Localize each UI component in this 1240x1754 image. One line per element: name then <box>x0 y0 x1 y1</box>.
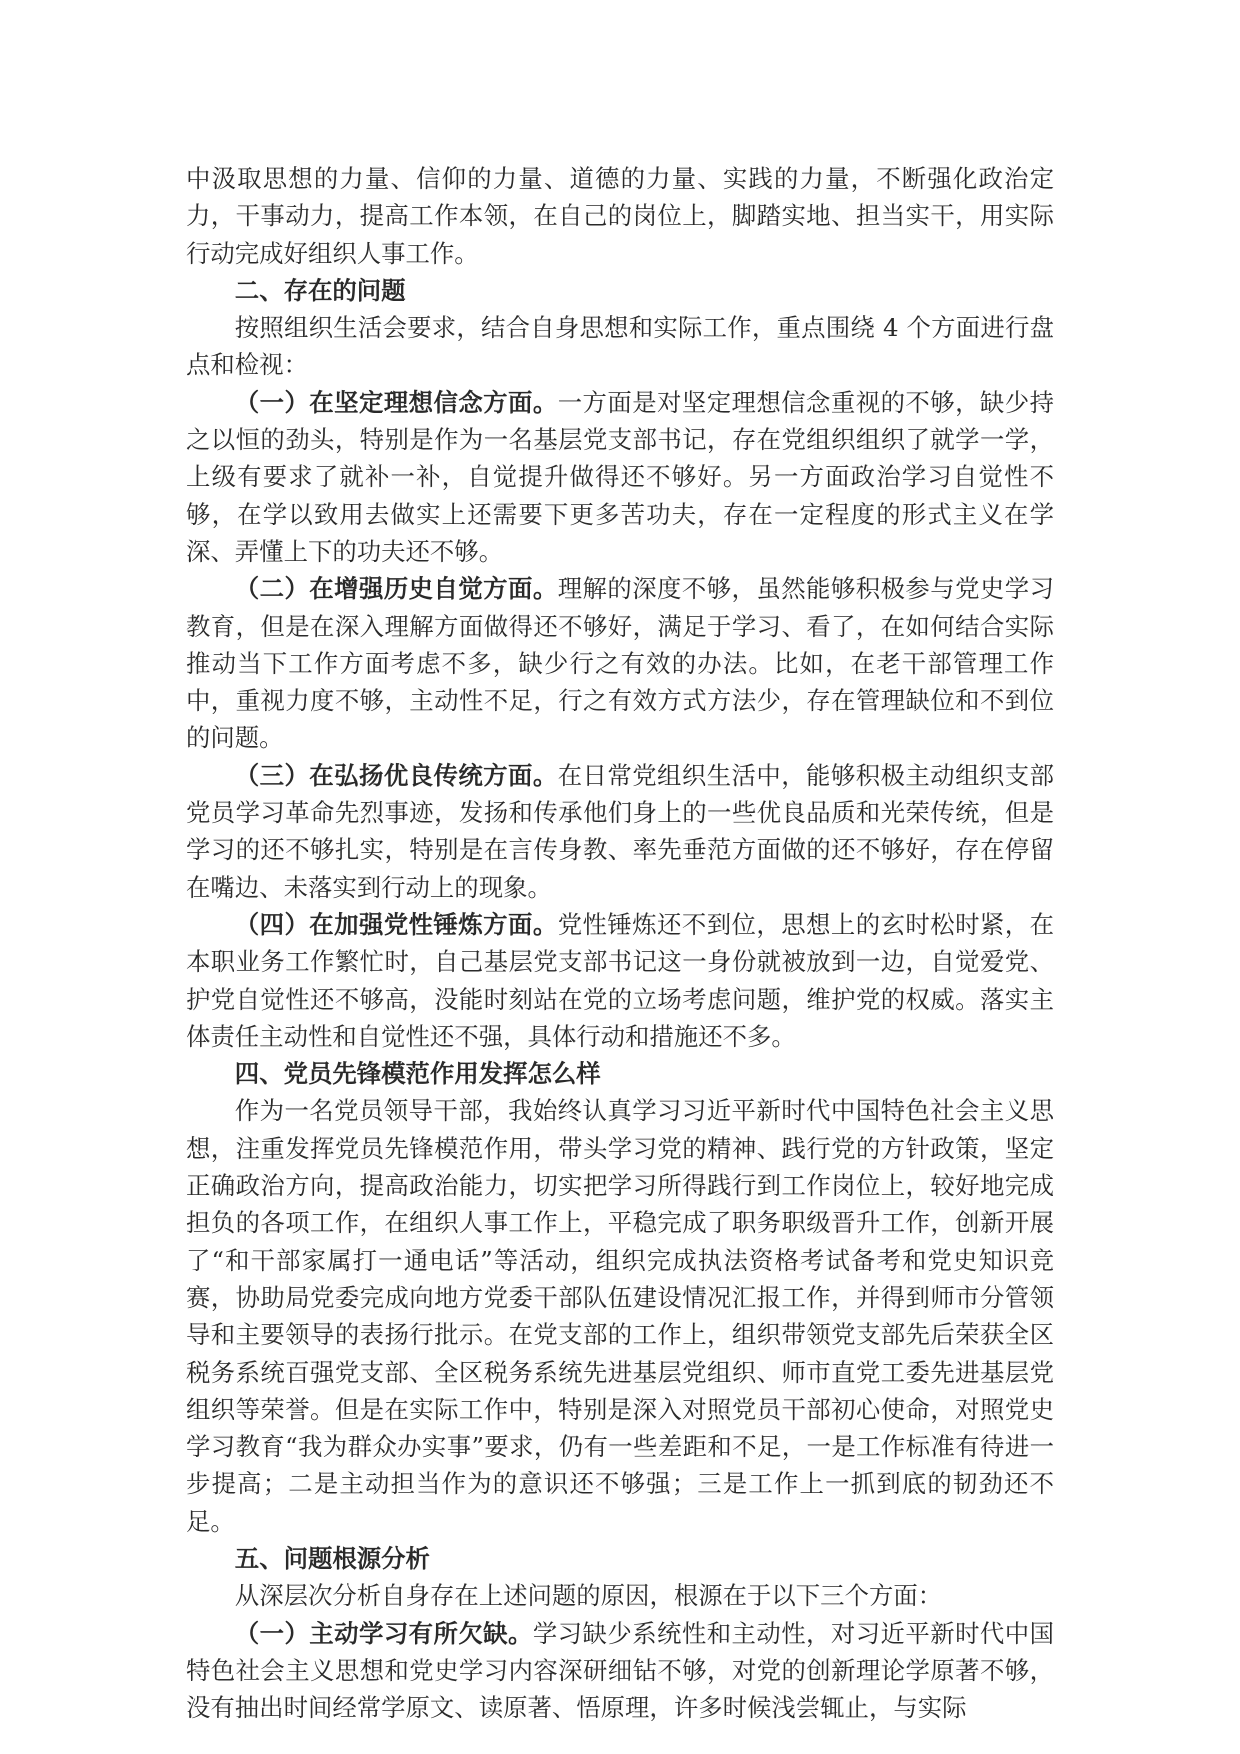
continuation-paragraph: 中汲取思想的力量、信仰的力量、道德的力量、实践的力量，不断强化政治定力，干事动力，提高工作本领，在自己的岗位上，脚踏实地、担当实干，用实际行动完成好组织人事工作。 <box>186 164 1054 268</box>
section-2-item-3 <box>186 757 1054 906</box>
item-body: 党性锤炼还不到位，思想上的玄时松时紧，在本职业务工作繁忙时，自己基层党支部书记这一身份就被放到一边，自觉爱党、护党自觉性还不够高，没能时刻站在党的立场考虑问题，维护党的权威。落实主体责任主动性和自觉性还不强，具体行动和措施还不多。 <box>186 909 1054 1051</box>
item-lead: （三）在弘扬优良传统方面。 <box>234 760 558 790</box>
section-2-heading: 二、存在的问题 <box>234 275 406 305</box>
item-body: 一方面是对坚定理想信念重视的不够，缺少持之以恒的劲头，特别是作为一名基层党支部书记，存在党组织组织了就学一学，上级有要求了就补一补，自觉提升做得还不够好。另一方面政治学习自觉性不够，在学以致用去做实上还需要下更多苦功夫，存在一定程度的形式主义在学深、弄懂上下的功夫还不够。 <box>186 387 1054 566</box>
item-lead: （二）在增强历史自觉方面。 <box>234 574 558 604</box>
section-4-heading: 四、党员先锋模范作用发挥怎么样 <box>234 1059 601 1089</box>
section-2-item-4 <box>186 906 1054 1055</box>
section-5-item-1 <box>186 1615 1054 1727</box>
section-5-intro: 从深层次分析自身存在上述问题的原因，根源在于以下三个方面： <box>234 1581 943 1611</box>
item-lead: （一）主动学习有所欠缺。 <box>234 1618 533 1648</box>
section-2-item-2 <box>186 570 1054 756</box>
item-body: 理解的深度不够，虽然能够积极参与党史学习教育，但是在深入理解方面做得还不够好，满足于学习、看了，在如何结合实际推动当下工作方面考虑不多，缺少行之有效的办法。比如，在老干部管理工作中，重视力度不够，主动性不足，行之有效方式方法少，存在管理缺位和不到位的问题。 <box>186 574 1054 753</box>
section-5-heading: 五、问题根源分析 <box>234 1543 430 1573</box>
section-2-item-1 <box>186 384 1054 570</box>
item-lead: （一）在坚定理想信念方面。 <box>234 387 558 417</box>
section-4-body: 作为一名党员领导干部，我始终认真学习习近平新时代中国特色社会主义思想，注重发挥党员先锋模范作用，带头学习党的精神、践行党的方针政策，坚定正确政治方向，提高政治能力，切实把学习所得践行到工作岗位上，较好地完成担负的各项工作，在组织人事工作上，平稳完成了职务职级晋升工作，创新开展了“和干部家属打一通电话”等活动，组织完成执法资格考试备考和党史知识竞赛，协助局党委完成向地方党委干部队伍建设情况汇报工作，并得到师市分管领导和主要领导的表扬行批示。在党支部的工作上，组织带领党支部先后荣获全区税务系统百强党支部、全区税务系统先进基层党组织、师市直党工委先进基层党组织等荣誉。但是在实际工作中，特别是深入对照党员干部初心使命，对照党史学习教育“我为群众办实事”要求，仍有一些差距和不足，一是工作标准有待进一步提高；二是主动担当作为的意识还不够强；三是工作上一抓到底的韧劲还不足。 <box>186 1096 1054 1536</box>
section-2-intro: 按照组织生活会要求，结合自身思想和实际工作，重点围绕 4 个方面进行盘点和检视： <box>186 313 1054 380</box>
item-body: 学习缺少系统性和主动性，对习近平新时代中国特色社会主义思想和党史学习内容深研细钻不够，对党的创新理论学原著不够，没有抽出时间经常学原文、读原著、悟原理，许多时候浅尝辄止，与实际 <box>186 1618 1054 1723</box>
item-lead: （四）在加强党性锤炼方面。 <box>234 909 558 939</box>
item-body: 在日常党组织生活中，能够积极主动组织支部党员学习革命先烈事迹，发扬和传承他们身上的一些优良品质和光荣传统，但是学习的还不够扎实，特别是在言传身教、率先垂范方面做的还不够好，存在停留在嘴边、未落实到行动上的现象。 <box>186 760 1054 902</box>
document-body <box>186 160 1054 1726</box>
